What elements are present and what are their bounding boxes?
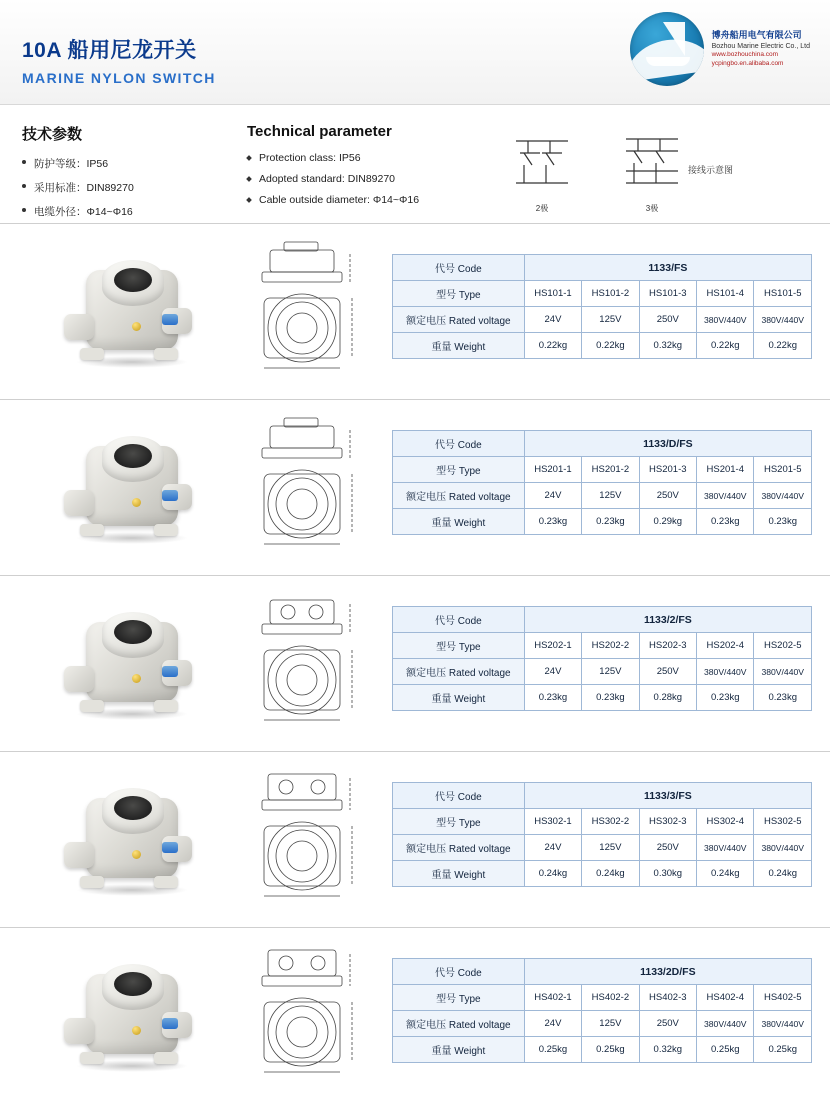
cell-type-2: HS402-3: [639, 985, 696, 1011]
table-row: [393, 633, 812, 659]
tech-heading-cn: 技术参数: [22, 126, 83, 143]
label-code: 代号 Code: [393, 607, 525, 633]
cell-weight-4: 0.23kg: [754, 509, 812, 535]
product-drawing-1: [240, 412, 388, 562]
table-row: [393, 959, 812, 985]
cell-weight-2: 0.32kg: [639, 333, 696, 359]
table-row: [393, 255, 812, 281]
tech-item-cn-2: 电缆外径：Φ14~Φ16: [22, 204, 232, 219]
cell-type-1: HS101-2: [582, 281, 639, 307]
label-type: 型号 Type: [393, 457, 525, 483]
cell-type-1: HS402-2: [582, 985, 639, 1011]
cell-voltage-1: 125V: [582, 483, 639, 509]
cell-voltage-1: 125V: [582, 1011, 639, 1037]
cell-weight-1: 0.25kg: [582, 1037, 639, 1063]
cell-weight-1: 0.23kg: [582, 509, 639, 535]
spec-table-1: [392, 430, 812, 535]
table-row: [393, 333, 812, 359]
value-code: 1133/FS: [524, 255, 811, 281]
label-voltage: 额定电压 Rated voltage: [393, 483, 525, 509]
label-code: 代号 Code: [393, 783, 525, 809]
cell-weight-0: 0.23kg: [524, 509, 581, 535]
table-row: [393, 1011, 812, 1037]
cell-weight-1: 0.22kg: [582, 333, 639, 359]
cell-type-4: HS202-5: [754, 633, 812, 659]
label-weight: 重量 Weight: [393, 333, 525, 359]
label-type: 型号 Type: [393, 985, 525, 1011]
cell-voltage-4: 380V/440V: [754, 1011, 812, 1037]
label-code: 代号 Code: [393, 959, 525, 985]
product-photo-3: [40, 774, 230, 904]
company-url-2: ycpingbo.en.alibaba.com: [711, 59, 784, 67]
cell-voltage-0: 24V: [524, 483, 581, 509]
cell-voltage-0: 24V: [524, 1011, 581, 1037]
product-row-2: [0, 575, 830, 751]
wiring-label-3pole: 3极: [645, 204, 659, 213]
cell-voltage-3: 380V/440V: [697, 307, 754, 333]
label-weight: 重量 Weight: [393, 861, 525, 887]
cell-voltage-0: 24V: [524, 659, 581, 685]
cell-weight-3: 0.23kg: [697, 685, 754, 711]
title-block: [22, 34, 216, 86]
company-name-en: Bozhou Marine Electric Co., Ltd: [711, 42, 810, 50]
cell-type-3: HS302-4: [697, 809, 754, 835]
cell-type-4: HS101-5: [754, 281, 812, 307]
table-row: [393, 457, 812, 483]
cell-voltage-0: 24V: [524, 307, 581, 333]
table-row: [393, 985, 812, 1011]
table-row: [393, 685, 812, 711]
cell-type-2: HS201-3: [639, 457, 696, 483]
cell-voltage-1: 125V: [582, 307, 639, 333]
label-type: 型号 Type: [393, 809, 525, 835]
wiring-diagram-2pole: [510, 131, 574, 214]
cell-weight-3: 0.25kg: [697, 1037, 754, 1063]
product-row-0: [0, 223, 830, 399]
table-row: [393, 835, 812, 861]
cell-weight-4: 0.23kg: [754, 685, 812, 711]
table-row: [393, 431, 812, 457]
tech-item-en-1: Adopted standard: DIN89270: [247, 173, 487, 185]
tech-list-cn: [22, 156, 232, 219]
product-photo-4: [40, 950, 230, 1080]
cell-type-3: HS202-4: [697, 633, 754, 659]
cell-type-4: HS201-5: [754, 457, 812, 483]
cell-weight-2: 0.29kg: [639, 509, 696, 535]
page-title-cn: 10A 船用尼龙开关: [22, 39, 197, 62]
wiring-label-2pole: 2极: [535, 204, 549, 213]
table-row: [393, 483, 812, 509]
tech-params-en: [247, 123, 487, 215]
cell-voltage-2: 250V: [639, 659, 696, 685]
label-type: 型号 Type: [393, 281, 525, 307]
cell-type-1: HS201-2: [582, 457, 639, 483]
cell-type-0: HS302-1: [524, 809, 581, 835]
cell-type-3: HS101-4: [697, 281, 754, 307]
tech-item-en-0: Protection class: IP56: [247, 152, 487, 164]
tech-item-cn-0: 防护等级：IP56: [22, 156, 232, 171]
cell-voltage-3: 380V/440V: [697, 1011, 754, 1037]
value-code: 1133/2D/FS: [524, 959, 811, 985]
cell-voltage-3: 380V/440V: [697, 659, 754, 685]
table-row: [393, 307, 812, 333]
cell-weight-0: 0.24kg: [524, 861, 581, 887]
table-row: [393, 783, 812, 809]
cell-voltage-1: 125V: [582, 659, 639, 685]
cell-voltage-2: 250V: [639, 835, 696, 861]
label-weight: 重量 Weight: [393, 685, 525, 711]
cell-weight-2: 0.32kg: [639, 1037, 696, 1063]
label-weight: 重量 Weight: [393, 509, 525, 535]
cell-type-4: HS402-5: [754, 985, 812, 1011]
cell-voltage-2: 250V: [639, 307, 696, 333]
product-photo-1: [40, 422, 230, 552]
cell-voltage-4: 380V/440V: [754, 307, 812, 333]
label-voltage: 额定电压 Rated voltage: [393, 835, 525, 861]
cell-type-2: HS101-3: [639, 281, 696, 307]
product-drawing-0: [240, 236, 388, 386]
product-row-4: [0, 927, 830, 1103]
cell-voltage-3: 380V/440V: [697, 483, 754, 509]
cell-weight-2: 0.28kg: [639, 685, 696, 711]
cell-voltage-1: 125V: [582, 835, 639, 861]
cell-type-1: HS302-2: [582, 809, 639, 835]
company-logo: [630, 12, 810, 86]
cell-weight-2: 0.30kg: [639, 861, 696, 887]
table-row: [393, 659, 812, 685]
label-voltage: 额定电压 Rated voltage: [393, 659, 525, 685]
tech-params-cn: [22, 123, 232, 228]
cell-type-0: HS101-1: [524, 281, 581, 307]
tech-heading-en: Technical parameter: [247, 123, 392, 140]
product-photo-0: [40, 246, 230, 376]
cell-voltage-2: 250V: [639, 1011, 696, 1037]
cell-weight-0: 0.25kg: [524, 1037, 581, 1063]
cell-weight-3: 0.22kg: [697, 333, 754, 359]
cell-weight-3: 0.24kg: [697, 861, 754, 887]
cell-voltage-4: 380V/440V: [754, 483, 812, 509]
table-row: [393, 1037, 812, 1063]
company-name-cn: 博舟船用电气有限公司: [711, 30, 802, 41]
cell-type-3: HS201-4: [697, 457, 754, 483]
cell-voltage-2: 250V: [639, 483, 696, 509]
tech-list-en: [247, 152, 487, 206]
tech-item-cn-1: 采用标准：DIN89270: [22, 180, 232, 195]
cell-weight-0: 0.22kg: [524, 333, 581, 359]
cell-weight-1: 0.24kg: [582, 861, 639, 887]
label-type: 型号 Type: [393, 633, 525, 659]
table-row: [393, 861, 812, 887]
label-code: 代号 Code: [393, 255, 525, 281]
cell-type-0: HS202-1: [524, 633, 581, 659]
wiring-diagram-3pole: [620, 131, 684, 214]
cell-weight-0: 0.23kg: [524, 685, 581, 711]
cell-voltage-4: 380V/440V: [754, 835, 812, 861]
wiring-diagrams: [510, 131, 684, 214]
table-row: [393, 281, 812, 307]
cell-voltage-3: 380V/440V: [697, 835, 754, 861]
product-rows: [0, 223, 830, 1103]
product-row-1: [0, 399, 830, 575]
spec-table-0: [392, 254, 812, 359]
page-title-en: MARINE NYLON SWITCH: [22, 70, 216, 86]
table-row: [393, 509, 812, 535]
cell-weight-4: 0.25kg: [754, 1037, 812, 1063]
cell-type-4: HS302-5: [754, 809, 812, 835]
cell-weight-4: 0.22kg: [754, 333, 812, 359]
value-code: 1133/3/FS: [524, 783, 811, 809]
wiring-caption: 接线示意图: [688, 165, 734, 175]
product-drawing-3: [240, 764, 388, 914]
table-row: [393, 607, 812, 633]
tech-item-en-2: Cable outside diameter: Φ14~Φ16: [247, 194, 487, 206]
company-info: [712, 29, 810, 68]
spec-table-3: [392, 782, 812, 887]
cell-type-2: HS302-3: [639, 809, 696, 835]
product-row-3: [0, 751, 830, 927]
spec-table-4: [392, 958, 812, 1063]
label-weight: 重量 Weight: [393, 1037, 525, 1063]
cell-type-0: HS201-1: [524, 457, 581, 483]
company-url-1: www.bozhouchina.com: [711, 51, 779, 59]
technical-parameters-section: [0, 105, 830, 223]
product-photo-2: [40, 598, 230, 728]
cell-type-3: HS402-4: [697, 985, 754, 1011]
table-row: [393, 809, 812, 835]
label-voltage: 额定电压 Rated voltage: [393, 1011, 525, 1037]
cell-type-0: HS402-1: [524, 985, 581, 1011]
cell-weight-1: 0.23kg: [582, 685, 639, 711]
cell-type-1: HS202-2: [582, 633, 639, 659]
cell-type-2: HS202-3: [639, 633, 696, 659]
value-code: 1133/2/FS: [524, 607, 811, 633]
spec-table-2: [392, 606, 812, 711]
cell-weight-4: 0.24kg: [754, 861, 812, 887]
product-drawing-2: [240, 588, 388, 738]
cell-voltage-4: 380V/440V: [754, 659, 812, 685]
cell-voltage-0: 24V: [524, 835, 581, 861]
product-drawing-4: [240, 940, 388, 1090]
label-voltage: 额定电压 Rated voltage: [393, 307, 525, 333]
value-code: 1133/D/FS: [524, 431, 811, 457]
label-code: 代号 Code: [393, 431, 525, 457]
cell-weight-3: 0.23kg: [697, 509, 754, 535]
ship-logo-icon: [630, 12, 704, 86]
page-header: [0, 0, 830, 105]
